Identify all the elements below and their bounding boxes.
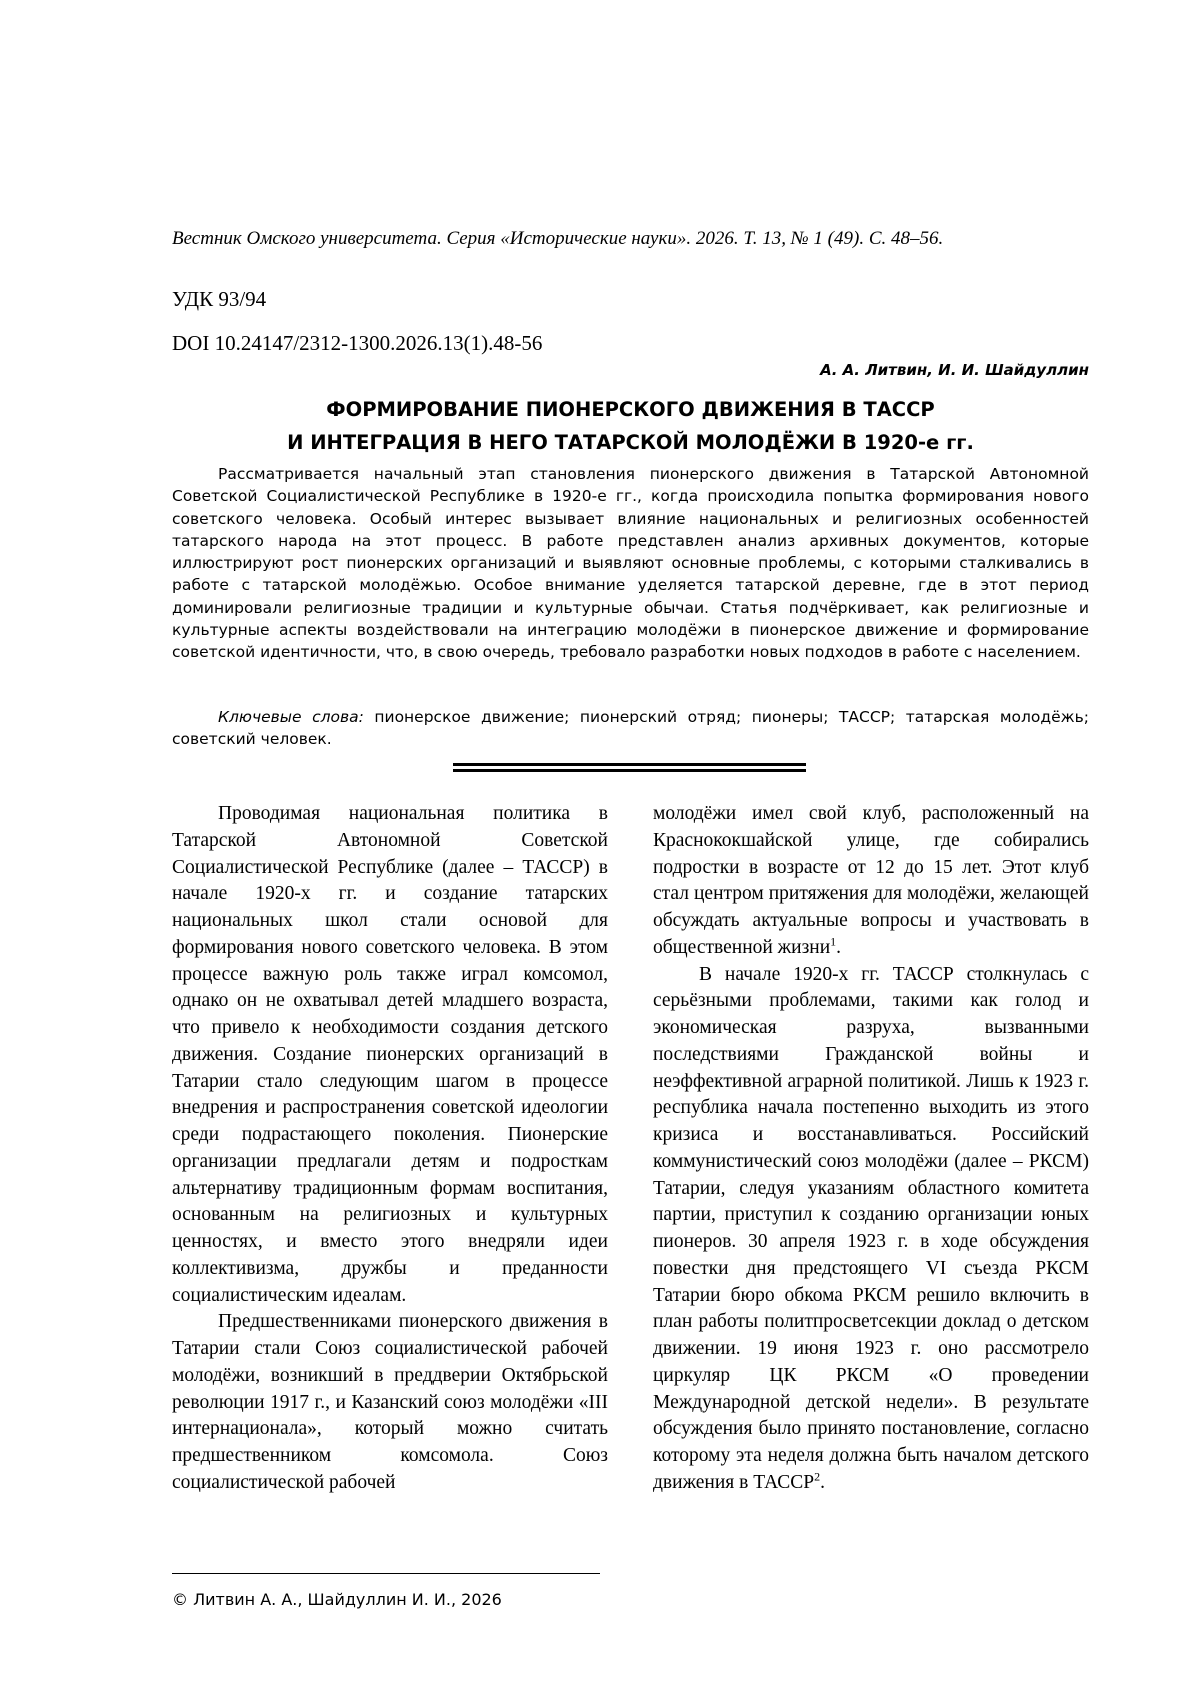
doi: DOI 10.24147/2312-1300.2026.13(1).48-56 [172,331,543,355]
paragraph: молодёжи имел свой клуб, расположенный на Краснококшайской улице, где собирались подростки в возрасте от 12 до 15 лет. Этот клуб стал центром притяжения для молодёжи, желающей обсуждать актуальные вопросы и участвовать в общественной жизни$^1$. [653,803,1089,958]
paragraph-text: молодёжи имел свой клуб, расположенный на Краснококшайской улице, где собирались подростки в возрасте от 12 до 15 лет. Этот клуб стал центром притяжения для молодёжи, желающей обсуждать актуальные вопросы и участвовать в общественной жизни [653,803,1089,958]
separator-rule-bottom [453,769,806,772]
copyright: © Литвин А. А., Шайдуллин И. И., 2026 [172,1590,502,1609]
abstract: Рассматривается начальный этап становления пионерского движения в Татарской Автономной Советской Социалистической Республике в 1920-е гг., когда происходила попытка формирования нового советского человека. Особый интерес вызывает влияние национальных и религиозных особенностей татарского народа на этот процесс. В работе представлен анализ архивных документов, которые иллюстрируют рост пионерских организаций и выявляют основные проблемы, с которыми сталкивались в работе с татарской молодёжью. Особое внимание уделяется татарской деревне, где в этот период доминировали религиозные традиции и культурные обычаи. Статья подчёркивает, как религиозные и культурные аспекты воздействовали на интеграцию молодёжи в пионерское движение и формирование советской идентичности, что, в свою очередь, требовало разработки новых подходов в работе с населением. [172,465,1089,662]
keywords [172,706,1089,751]
paragraph: Проводимая национальная политика в Татарской Автономной Советской Социалистической Республике (далее – ТАССР) в начале 1920-х гг. и создание татарских национальных школ стали основой для формирования нового советского человека. В этом процессе важную роль также играл комсомол, однако он не охватывал детей младшего возраста, что привело к необходимости создания детского движения. Создание пионерских организаций в Татарии стало следующим шагом в процессе внедрения и распространения советской идеологии среди подрастающего поколения. Пионерские организации предлагали детям и подросткам альтернативу традиционным формам воспитания, основанным на религиозных и культурных ценностях, и вместо этого внедряли идеи коллективизма, дружбы и преданности социалистическим идеалам. [172,803,608,1306]
authors: А. А. Литвин, И. И. Шайдуллин [820,361,1089,379]
keywords-text: пионерское движение; пионерский отряд; пионеры; ТАССР; татарская молодёжь; советский человек. [172,708,1089,749]
title-line-1: ФОРМИРОВАНИЕ ПИОНЕРСКОГО ДВИЖЕНИЯ В ТАССР [326,398,935,421]
paragraph: Предшественниками пионерского движения в Татарии стали Союз социалистической рабочей молодёжи, возникший в преддверии Октябрьской революции 1917 г., и Казанский союз молодёжи «III интернационала», который можно считать предшественником комсомола. Союз социалистической рабочей [172,1311,608,1493]
body-column-right [653,801,1089,1497]
paragraph: В начале 1920-х гг. ТАССР столкнулась с серьёзными проблемами, такими как голод и экономическая разруха, вызванными последствиями Гражданской войны и неэффективной аграрной политикой. Лишь к 1923 г. республика начала постепенно выходить из этого кризиса и восстанавливаться. Российский коммунистический союз молодёжи (далее – РКСМ) Татарии, следуя указаниям областного комитета партии, приступил к созданию организации юных пионеров. 30 апреля 1923 г. в ходе обсуждения повестки дня предстоящего VI съезда РКСМ Татарии бюро обкома РКСМ решило включить в план работы политпросветсекции доклад о детском движении. 19 июня 1923 г. оно рассмотрело циркуляр ЦК РКСМ «О проведении Международной детской недели». В результате обсуждения было принято постановление, согласно которому эта неделя должна быть началом детского движения в ТАССР$^2$. [653,963,1089,1493]
udk-code: УДК 93/94 [172,287,267,311]
journal-citation: Вестник Омского университета. Серия «Исторические науки». 2026. Т. 13, № 1 (49). С. 48–56. [172,228,944,249]
footnote-rule [172,1573,600,1574]
article-title [172,393,1089,459]
separator-rule-top [453,763,806,766]
body-column-left [172,801,608,1497]
paragraph-text: В начале 1920-х гг. ТАССР столкнулась с серьёзными проблемами, такими как голод и экономическая разруха, вызванными последствиями Гражданской войны и неэффективной аграрной политикой. Лишь к 1923 г. республика начала постепенно выходить из этого кризиса и восстанавливаться. Российский коммунистический союз молодёжи (далее – РКСМ) Татарии, следуя указаниям областного комитета партии, приступил к созданию организации юных пионеров. 30 апреля 1923 г. в ходе обсуждения повестки дня предстоящего VI съезда РКСМ Татарии бюро обкома РКСМ решило включить в план работы политпросветсекции доклад о детском движении. 19 июня 1923 г. оно рассмотрело циркуляр ЦК РКСМ «О проведении Международной детской недели». В результате обсуждения было принято постановление, согласно которому эта неделя должна быть началом детского движения в ТАССР [653,963,1089,1493]
title-line-2: И ИНТЕГРАЦИЯ В НЕГО ТАТАРСКОЙ МОЛОДЁЖИ В 1920-е гг. [287,431,974,454]
keywords-label: Ключевые слова: [218,708,364,726]
footnote-ref[interactable]: 2 [814,1469,821,1484]
footnote-ref[interactable]: 1 [830,934,837,949]
